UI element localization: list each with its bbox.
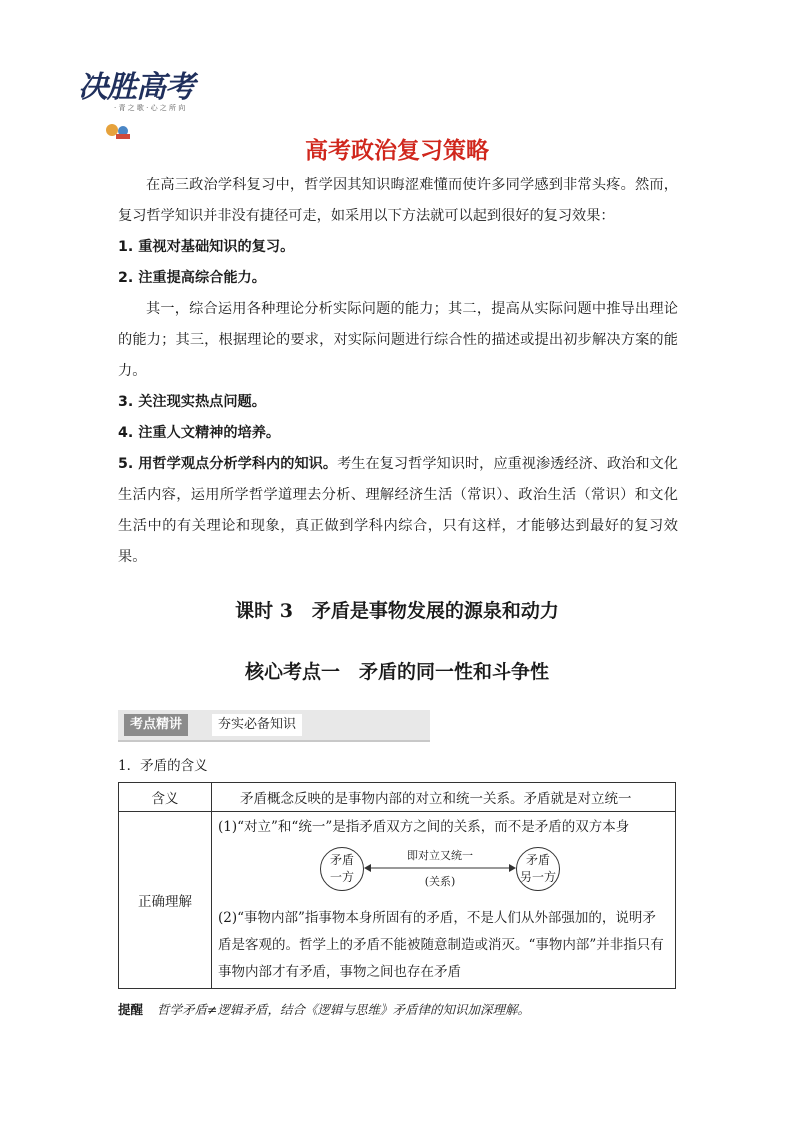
intro-paragraph: 在高三政治学科复习中，哲学因其知识晦涩难懂而使许多同学感到非常头疼。然而，复习哲学知识并非没有捷径可走，如采用以下方法就可以起到很好的复习效果： (118, 177, 678, 224)
table-row (119, 783, 676, 812)
point-2: (2)“事物内部”指事物本身所固有的矛盾，不是人们从外部强加的，说明矛盾是客观的。哲学上的矛盾不能被随意制造或消灭。“事物内部”并非指只有事物内部才有矛盾，事物之间也存在矛盾 (218, 910, 664, 980)
reminder-note (118, 1000, 678, 1018)
contradiction-table (118, 782, 676, 989)
row-content-meaning: 矛盾概念反映的是事物内部的对立和统一关系。矛盾就是对立统一 (212, 783, 676, 812)
row-label-understanding: 正确理解 (119, 812, 212, 989)
section-bar-text: 夯实必备知识 (212, 714, 302, 736)
double-arrow-icon (364, 863, 516, 873)
diagram-arrow-bottom-label: (关系) (424, 875, 456, 888)
method-5: 5. 用哲学观点分析学科内的知识。考生在复习哲学知识时，应重视渗透经济、政治和文化生活内容，运用所学哲学道理去分析、理解经济生活（常识）、政治生活（常识）和文化生活中的有关理论和现象，真正做到学科内综合，只有这样，才能够达到最好的复习效果。 (118, 456, 678, 565)
logo-text: 决胜高考 (78, 70, 194, 105)
lesson-heading: 课时 3 矛盾是事物发展的源泉和动力 (235, 600, 559, 622)
section-bar (118, 710, 430, 742)
method-2: 2. 注重提高综合能力。 (118, 270, 266, 286)
method-4: 4. 注重人文精神的培养。 (118, 425, 281, 441)
point-1: (1)“对立”和“统一”是指矛盾双方之间的关系，而不是矛盾的双方本身 (218, 819, 630, 835)
sub-heading: 1．矛盾的含义 (118, 758, 208, 774)
logo (78, 60, 208, 142)
row-label-meaning: 含义 (119, 783, 212, 812)
reminder-label: 提醒 (118, 1002, 144, 1017)
method-1: 1. 重视对基础知识的复习。 (118, 239, 295, 255)
diagram-left-node: 矛盾 一方 (320, 847, 364, 891)
page-title: 高考政治复习策略 (305, 138, 489, 164)
method-3: 3. 关注现实热点问题。 (118, 394, 266, 410)
diagram-right-node: 矛盾 另一方 (516, 847, 560, 891)
logo-subtitle: · 青 之 歌 · 心 之 所 向 (114, 104, 186, 112)
section-tag: 考点精讲 (124, 714, 188, 736)
table-row (119, 812, 676, 989)
reminder-text: 哲学矛盾≠逻辑矛盾，结合《逻辑与思维》矛盾律的知识加深理解。 (157, 1002, 530, 1017)
point-heading: 核心考点一 矛盾的同一性和斗争性 (244, 661, 549, 683)
diagram-arrow-top-label: 即对立又统一 (407, 849, 473, 862)
method-5-body: 考生在复习哲学知识时，应重视渗透经济、政治和文化生活内容，运用所学哲学道理去分析、理解经济生活（常识）、政治生活（常识）和文化生活中的有关理论和现象，真正做到学科内综合，只有这样，才能够达到最好的复习效果。 (118, 456, 678, 565)
relation-diagram (320, 845, 560, 901)
method-2-detail: 其一，综合运用各种理论分析实际问题的能力；其二，提高从实际问题中推导出理论的能力；其三，根据理论的要求，对实际问题进行综合性的描述或提出初步解决方案的能力。 (118, 301, 678, 379)
row-content-understanding (212, 812, 676, 989)
